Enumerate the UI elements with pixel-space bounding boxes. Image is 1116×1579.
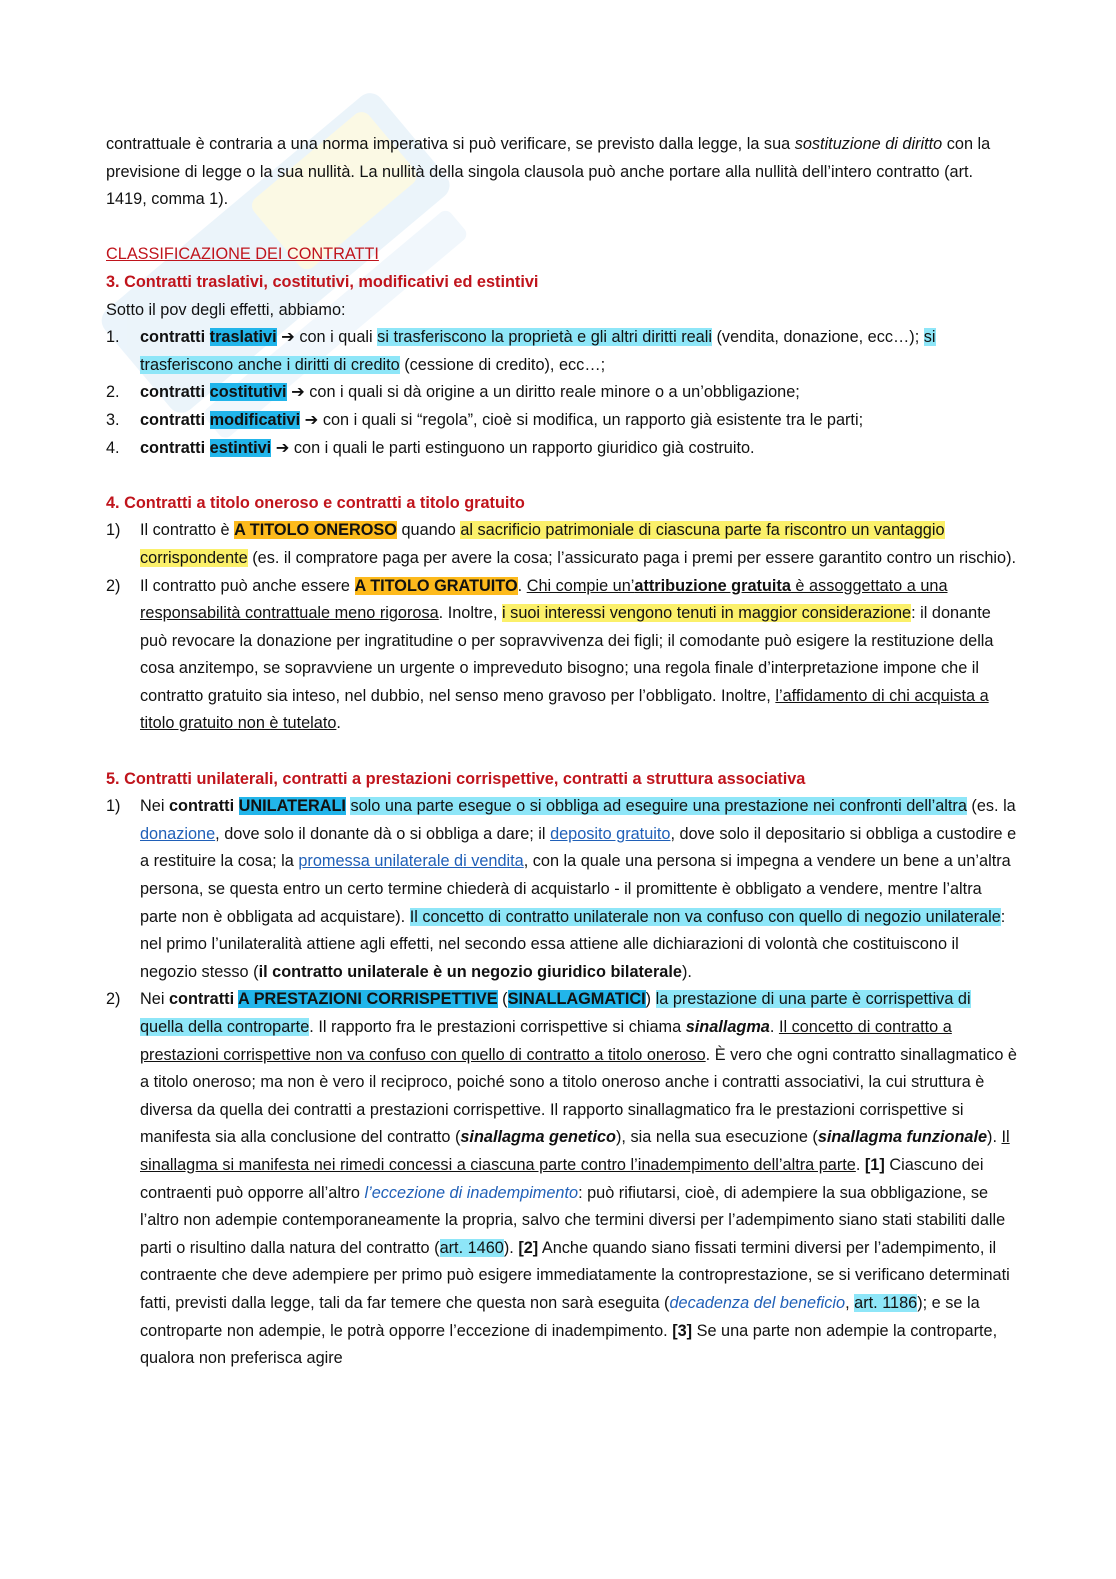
classification-title: CLASSIFICAZIONE DEI CONTRATTI — [106, 245, 379, 264]
list-item: 1. contratti traslativi ➔ con i quali si trasferiscono la proprietà e gli altri diritti reali (vendita, donazione, ecc…); si trasferiscono anche i diritti di credito (cessione di credito), ecc…; — [106, 328, 936, 374]
list-item: 4. contratti estintivi ➔ con i quali le parti estinguono un rapporto giuridico già costruito. — [106, 438, 755, 457]
section-5-title: 5. Contratti unilaterali, contratti a prestazioni corrispettive, contratti a struttura associativa — [106, 769, 806, 788]
document-page — [106, 131, 1018, 1373]
section-4-title: 4. Contratti a titolo oneroso e contratti a titolo gratuito — [106, 493, 525, 512]
list-item: 2) Il contratto può anche essere A TITOLO GRATUITO. Chi compie un’attribuzione gratuita è assoggettato a una responsabilità contrattuale meno rigorosa. Inoltre, i suoi interessi vengono tenuti in maggior considerazione: il donante può revocare la donazione per ingratitudine o per sopravvivenza dei figli; il comodante può esigere la restituzione della cosa anzitempo, se sopravviene un urgente o impreveduto bisogno; una regola finale d’interpretazione impone che il contratto gratuito sia inteso, nel dubbio, nel senso meno gravoso per l’obbligato. Inoltre, l’affidamento di chi acquista a titolo gratuito non è tutelato. — [106, 576, 994, 733]
list-item: 1) Nei contratti UNILATERALI solo una parte esegue o si obbliga ad eseguire una prestazione nei confronti dell’altra (es. la donazione, dove solo il donante dà o si obbliga a dare; il deposito gratuito, dove solo il depositario si obbliga a custodire e a restituire la cosa; la promessa unilaterale di vendita, con la quale una persona si impegna a vendere un bene a un’altra persona, se questa entro un certo termine chiederà di acquistarlo - il promittente è obbligato a vendere, mentre l’altra parte non è obbligata ad acquistare). Il concetto di contratto unilaterale non va confuso con quello di negozio unilaterale: nel primo l’unilateralità attiene agli effetti, nel secondo essa attiene alle dichiarazioni di volontà che costituiscono il negozio stesso (il contratto unilaterale è un negozio giuridico bilaterale). — [106, 797, 1017, 981]
list-item: 2. contratti costitutivi ➔ con i quali si dà origine a un diritto reale minore o a un’obbligazione; — [106, 383, 800, 402]
intro-paragraph: contrattuale è contraria a una norma imperativa si può verificare, se previsto dalla legge, la sua sostituzione di diritto con la previsione di legge o la sua nullità. La nullità della singola clausola può anche portare alla nullità dell’intero contratto (art. 1419, comma 1). — [106, 135, 991, 209]
link-deposito-gratuito[interactable]: deposito gratuito — [550, 824, 671, 843]
list-item: 2) Nei contratti A PRESTAZIONI CORRISPETTIVE (SINALLAGMATICI) la prestazione di una parte è corrispettiva di quella della controparte. Il rapporto fra le prestazioni corrispettive si chiama sinallagma. Il concetto di contratto a prestazioni corrispettive non va confuso con quello di contratto a titolo oneroso. È vero che ogni contratto sinallagmatico è a titolo oneroso; ma non è vero il reciproco, poiché sono a titolo oneroso anche i contratti associativi, la cui struttura è diversa da quella dei contratti a prestazioni corrispettive. Il rapporto sinallagmatico fra le prestazioni corrispettive si manifesta sia alla conclusione del contratto (sinallagma genetico), sia nella sua esecuzione (sinallagma funzionale). Il sinallagma si manifesta nei rimedi concessi a ciascuna parte contro l’inadempimento dell’altra parte. [1] Ciascuno dei contraenti può opporre all’altro l’eccezione di inadempimento: può rifiutarsi, cioè, di adempiere la sua obbligazione, se l’altro non adempie contemporaneamente la propria, salvo che termini diversi per l’adempimento siano stati stabiliti dalle parti o risultino dalla natura del contratto (art. 1460). [2] Anche quando siano fissati termini diversi per l’adempimento, il contraente che deve adempiere per primo può esigere immediatamente la controprestazione, se si verificano determinati fatti, previsti dalla legge, tali da far temere che questa non sarà eseguita (decadenza del beneficio, art. 1186); e se la controparte non adempie, le potrà opporre l’eccezione di inadempimento. [3] Se una parte non adempie la controparte, qualora non preferisca agire — [106, 990, 1017, 1368]
list-item: 1) Il contratto è A TITOLO ONEROSO quando al sacrificio patrimoniale di ciascuna parte fa riscontro un vantaggio corrispondente (es. il compratore paga per avere la cosa; l’assicurato paga i premi per essere garantito contro un rischio). — [106, 521, 1017, 567]
link-promessa-unilaterale[interactable]: promessa unilaterale di vendita — [298, 852, 524, 871]
list-item: 3. contratti modificativi ➔ con i quali si “regola”, cioè si modifica, un rapporto già esistente tra le parti; — [106, 410, 864, 429]
link-donazione[interactable]: donazione — [140, 824, 216, 843]
section-3-lead: Sotto il pov degli effetti, abbiamo: — [106, 300, 346, 319]
section-3-title: 3. Contratti traslativi, costitutivi, modificativi ed estintivi — [106, 272, 539, 291]
